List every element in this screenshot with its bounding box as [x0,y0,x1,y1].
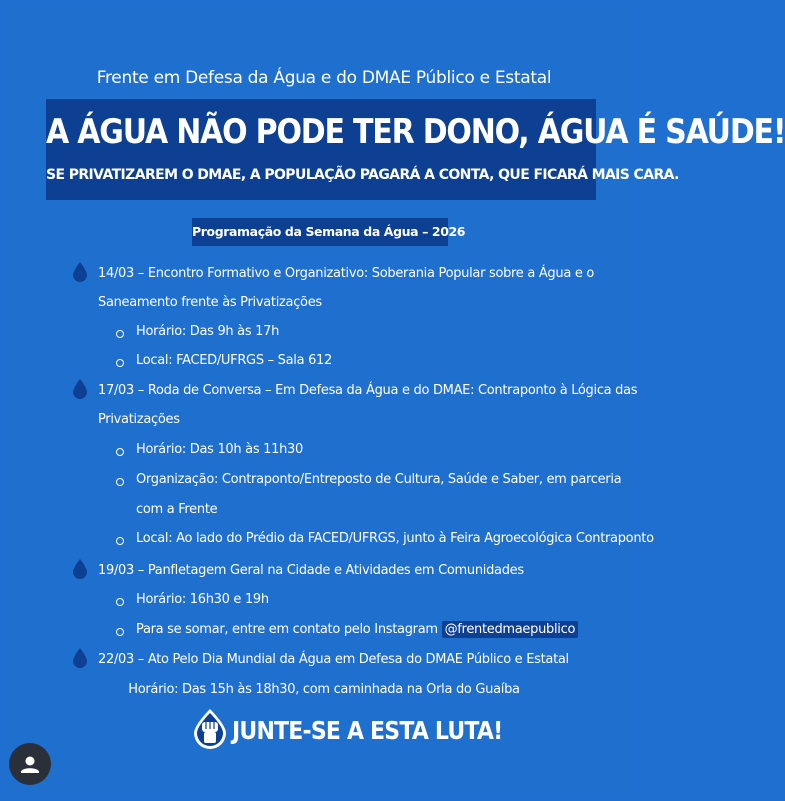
poster-organization-title: Frente em Defesa da Água e do DMAE Público e Estatal [96,68,552,88]
program-title: Programação da Semana da Água – 2026 [192,218,448,246]
event-1-title: 14/03 – Encontro Formativo e Organizativo: Soberania Popular sobre a Água e o [98,266,594,281]
event-3-contact-text: Para se somar, entre em contato pelo Instagram [136,622,438,637]
bullet-circle-icon [116,478,124,486]
bullet-circle-icon [116,330,124,338]
bullet-circle-icon [116,598,124,606]
headline-box [46,99,785,200]
event-1-location: Local: FACED/UFRGS – Sala 612 [136,353,332,368]
water-drop-icon [72,558,88,580]
bullet-circle-icon [116,628,124,636]
event-3-contact [136,622,578,637]
water-drop-icon [72,647,88,669]
event-1-time: Horário: Das 9h às 17h [136,324,280,339]
avatar[interactable] [9,743,51,785]
event-2-time: Horário: Das 10h às 11h30 [136,442,303,457]
fist-water-drop-icon [189,707,231,749]
event-2-organization: Organização: Contraponto/Entreposto de Cultura, Saúde e Saber, em parceria [136,472,622,487]
event-4-title: 22/03 – Ato Pelo Dia Mundial da Água em Defesa do DMAE Público e Estatal [98,652,569,667]
bullet-circle-icon [116,448,124,456]
event-4-time: Horário: Das 15h às 18h30, com caminhada na Orla do Guaíba [128,682,520,697]
water-drop-icon [72,378,88,400]
event-2-organization-cont: com a Frente [136,502,218,517]
event-2-title-cont: Privatizações [98,412,180,427]
person-icon [9,743,51,785]
water-drop-icon [72,261,88,283]
bullet-circle-icon [116,537,124,545]
event-1-title-cont: Saneamento frente às Privatizações [98,295,322,310]
headline: A ÁGUA NÃO PODE TER DONO, ÁGUA É SAÚDE! [46,113,785,153]
poster [6,6,785,797]
instagram-handle-link[interactable]: @frentedmaepublico [442,621,579,638]
event-2-title: 17/03 – Roda de Conversa – Em Defesa da Água e do DMAE: Contraponto à Lógica das [98,383,638,398]
event-3-title: 19/03 – Panfletagem Geral na Cidade e Atividades em Comunidades [98,563,524,578]
bullet-circle-icon [116,359,124,367]
call-to-action: JUNTE-SE A ESTA LUTA! [232,717,503,746]
event-3-time: Horário: 16h30 e 19h [136,592,269,607]
subheadline: SE PRIVATIZAREM O DMAE, A POPULAÇÃO PAGARÁ A CONTA, QUE FICARÁ MAIS CARA. [46,167,679,183]
event-2-location: Local: Ao lado do Prédio da FACED/UFRGS, junto à Feira Agroecológica Contraponto [136,531,654,546]
